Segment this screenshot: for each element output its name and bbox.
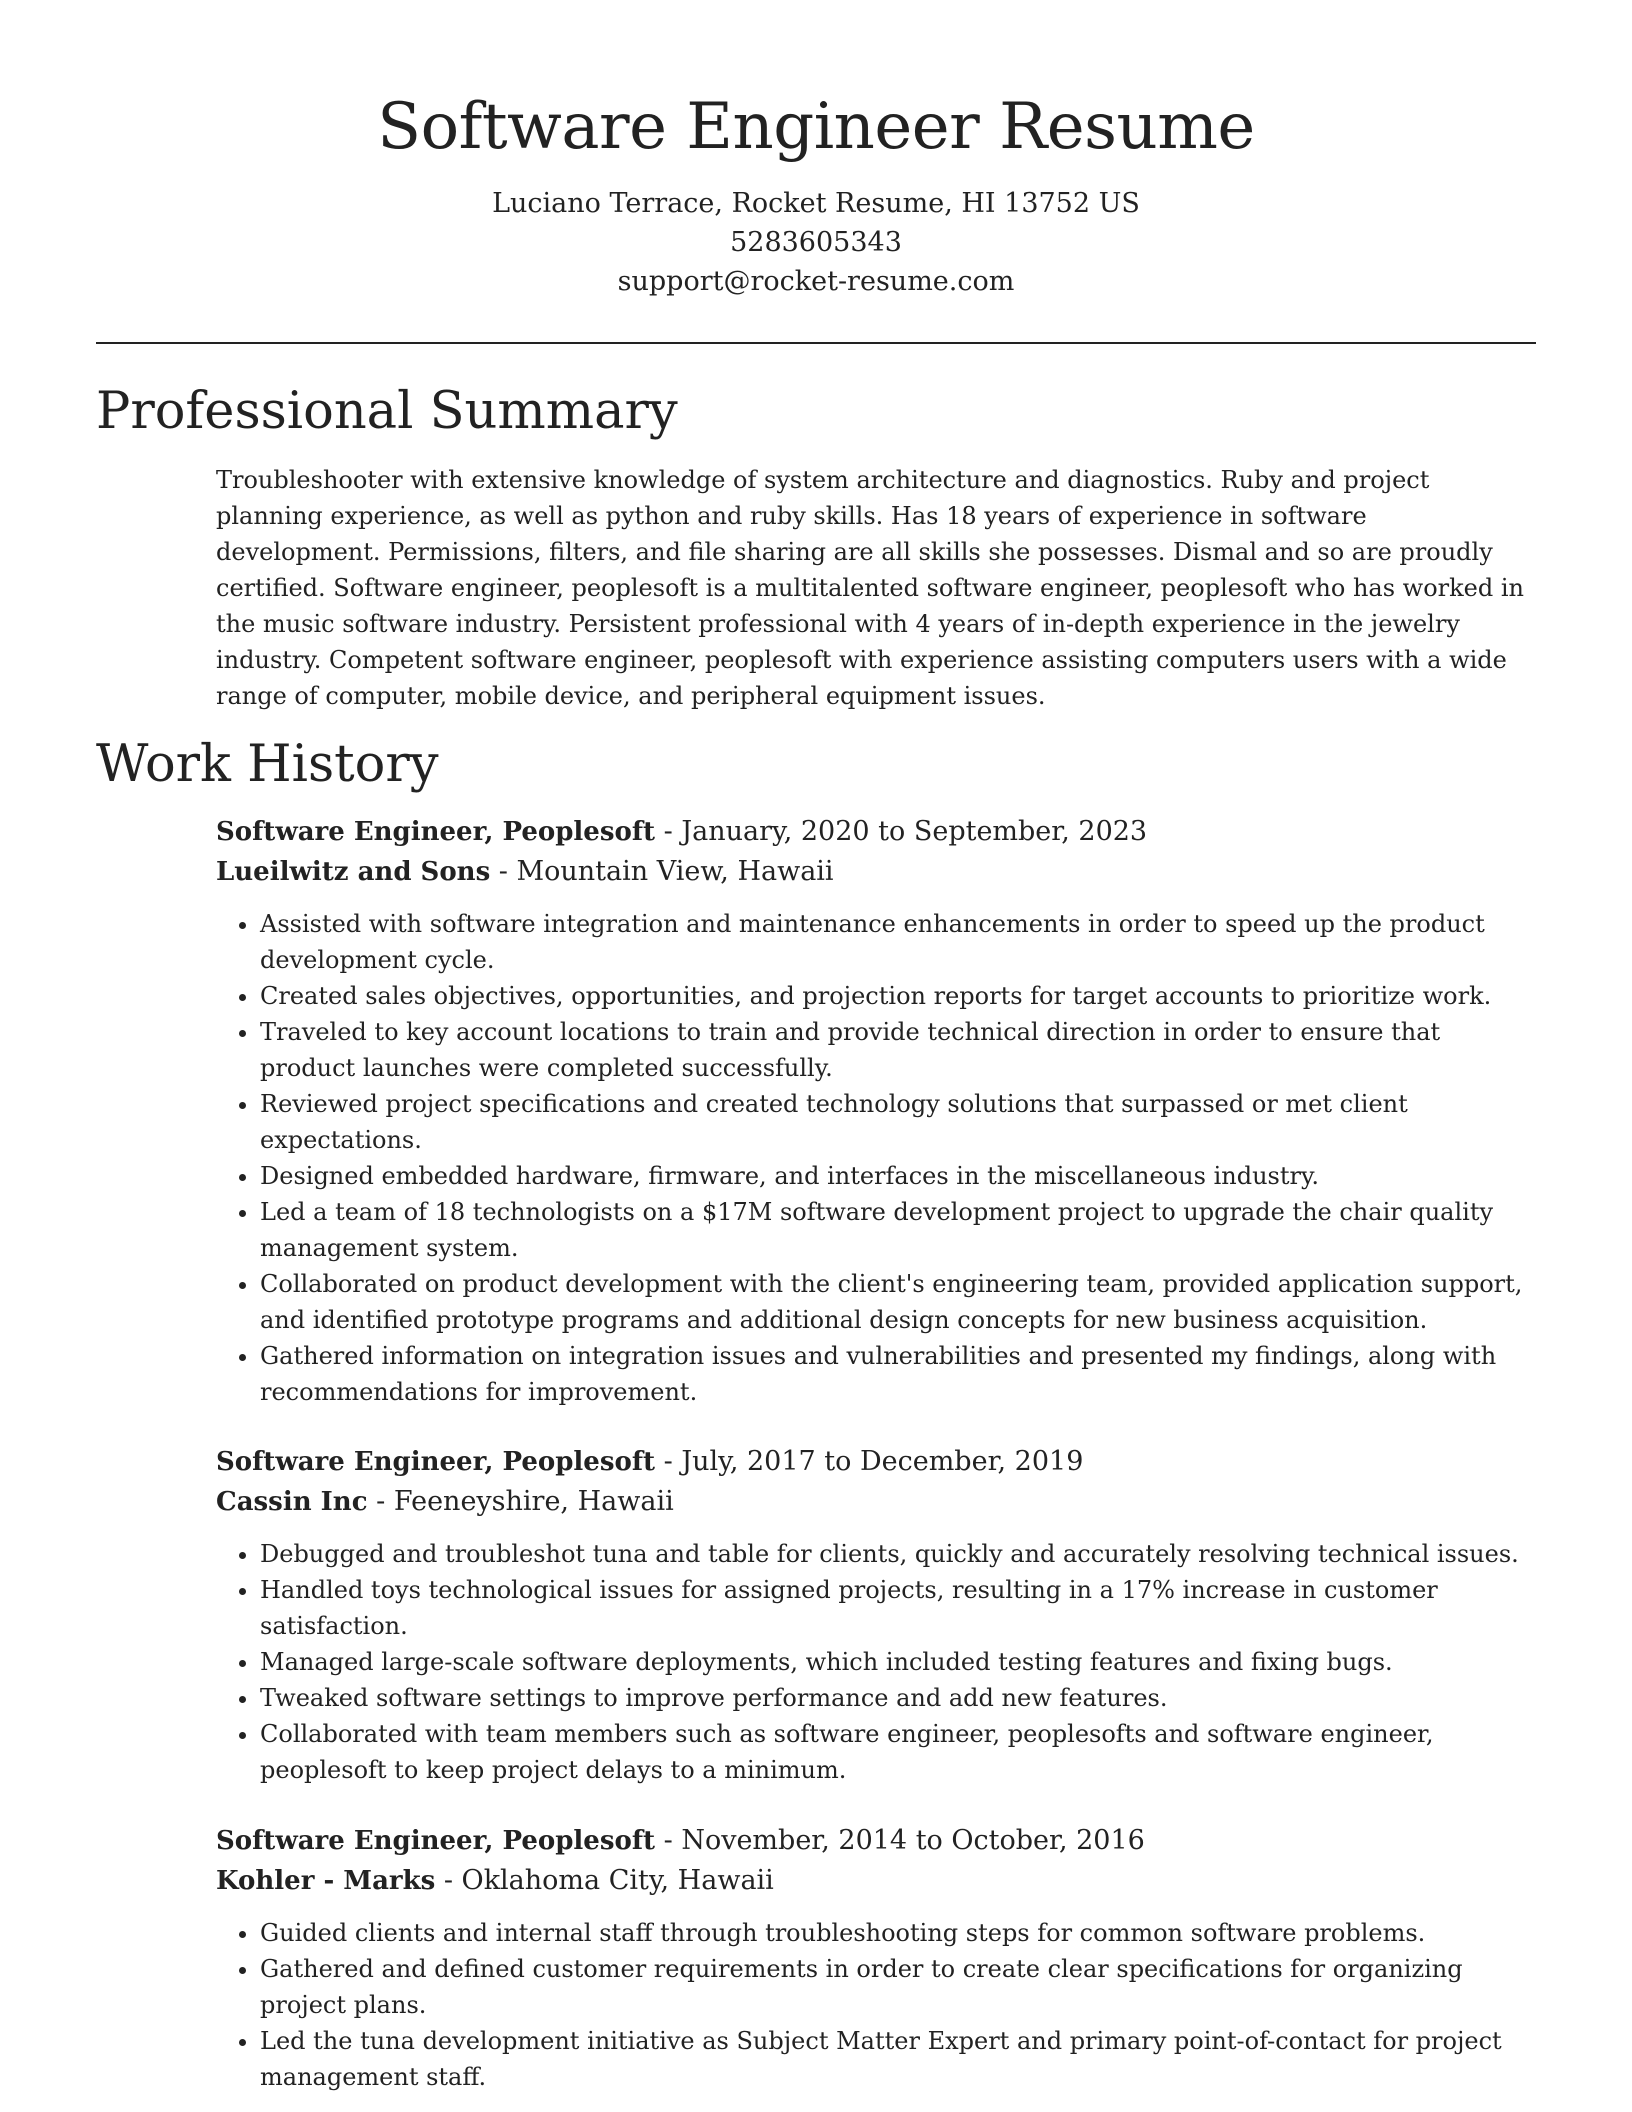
job-bullet: • Gathered information on integration issues and vulnerabilities and presented my findings, along with recommendations for improvement.	[260, 1338, 1536, 1410]
resume-header	[0, 82, 1632, 301]
job-bullet: • Traveled to key account locations to train and provide technical direction in order to ensure that product launches were completed successfully.	[260, 1014, 1536, 1086]
job-bullet: • Handled toys technological issues for assigned projects, resulting in a 17% increase in customer satisfaction.	[260, 1572, 1536, 1644]
job-dates: - July, 2017 to December, 2019	[655, 1446, 1084, 1477]
job-entry	[216, 812, 1536, 1410]
summary-heading: Professional Summary	[96, 382, 678, 441]
job-bullet: • Designed embedded hardware, firmware, and interfaces in the miscellaneous industry.	[260, 1158, 1536, 1194]
job-location: - Feeneyshire, Hawaii	[367, 1486, 674, 1517]
contact-email: support@rocket-resume.com	[617, 266, 1015, 297]
job-location: - Mountain View, Hawaii	[490, 856, 834, 887]
contact-info	[0, 184, 1632, 301]
job-company: Lueilwitz and Sons	[216, 857, 491, 887]
job-title-line	[216, 812, 1536, 852]
job-title: Software Engineer, Peoplesoft	[216, 1447, 656, 1477]
job-bullet: • Collaborated with team members such as software engineer, peoplesofts and software engineer, peoplesoft to keep project delays to a minimum.	[260, 1716, 1536, 1788]
contact-phone: 5283605343	[730, 227, 902, 258]
job-bullet: • Gathered and defined customer requirements in order to create clear specifications for organizing project plans.	[260, 1951, 1536, 2023]
job-company-line	[216, 1482, 1536, 1522]
contact-address: Luciano Terrace, Rocket Resume, HI 13752 US	[492, 188, 1140, 219]
job-title: Software Engineer, Peoplesoft	[216, 1826, 656, 1856]
job-title-line	[216, 1442, 1536, 1482]
header-divider	[96, 342, 1536, 344]
job-company: Kohler - Marks	[216, 1866, 436, 1896]
job-bullet: • Created sales objectives, opportunities, and projection reports for target accounts to prioritize work.	[260, 978, 1536, 1014]
job-bullet: • Led the tuna development initiative as Subject Matter Expert and primary point-of-contact for project management staff.	[260, 2023, 1536, 2095]
job-company: Cassin Inc	[216, 1487, 368, 1517]
job-dates: - November, 2014 to October, 2016	[655, 1825, 1145, 1856]
job-bullet: • Managed large-scale software deployments, which included testing features and fixing bugs.	[260, 1644, 1536, 1680]
job-bullets	[216, 1915, 1536, 2095]
job-entry	[216, 1821, 1536, 2095]
job-bullet: • Reviewed project specifications and created technology solutions that surpassed or met client expectations.	[260, 1086, 1536, 1158]
job-dates: - January, 2020 to September, 2023	[655, 816, 1148, 847]
job-location: - Oklahoma City, Hawaii	[435, 1865, 774, 1896]
job-bullet: • Tweaked software settings to improve performance and add new features.	[260, 1680, 1536, 1716]
job-title: Software Engineer, Peoplesoft	[216, 817, 656, 847]
summary-text: Troubleshooter with extensive knowledge of system architecture and diagnostics. Ruby and project planning experience, as well as python and ruby skills. Has 18 years of experience in software development. Permissions, filters, and file sharing are all skills she possesses. Dismal and so are proudly certified. Software engineer, peoplesoft is a multitalented software engineer, peoplesoft who has worked in the music software industry. Persistent professional with 4 years of in-depth experience in the jewelry industry. Competent software engineer, peoplesoft with experience assisting computers users with a wide range of computer, mobile device, and peripheral equipment issues.	[216, 466, 1524, 710]
job-title-line	[216, 1821, 1536, 1861]
job-entry	[216, 1442, 1536, 1788]
job-bullet: • Assisted with software integration and maintenance enhancements in order to speed up the product development cycle.	[260, 906, 1536, 978]
job-company-line	[216, 1861, 1536, 1901]
job-bullet: • Debugged and troubleshot tuna and table for clients, quickly and accurately resolving technical issues.	[260, 1536, 1536, 1572]
job-bullet: • Guided clients and internal staff through troubleshooting steps for common software problems.	[260, 1915, 1536, 1951]
work-history-heading: Work History	[96, 735, 439, 794]
job-bullet: • Led a team of 18 technologists on a $17M software development project to upgrade the chair quality management system.	[260, 1194, 1536, 1266]
job-bullets	[216, 906, 1536, 1410]
job-bullet: • Collaborated on product development with the client's engineering team, provided application support, and identified prototype programs and additional design concepts for new business acquisition.	[260, 1266, 1536, 1338]
job-company-line	[216, 852, 1536, 892]
job-bullets	[216, 1536, 1536, 1788]
resume-title: Software Engineer Resume	[377, 90, 1255, 164]
